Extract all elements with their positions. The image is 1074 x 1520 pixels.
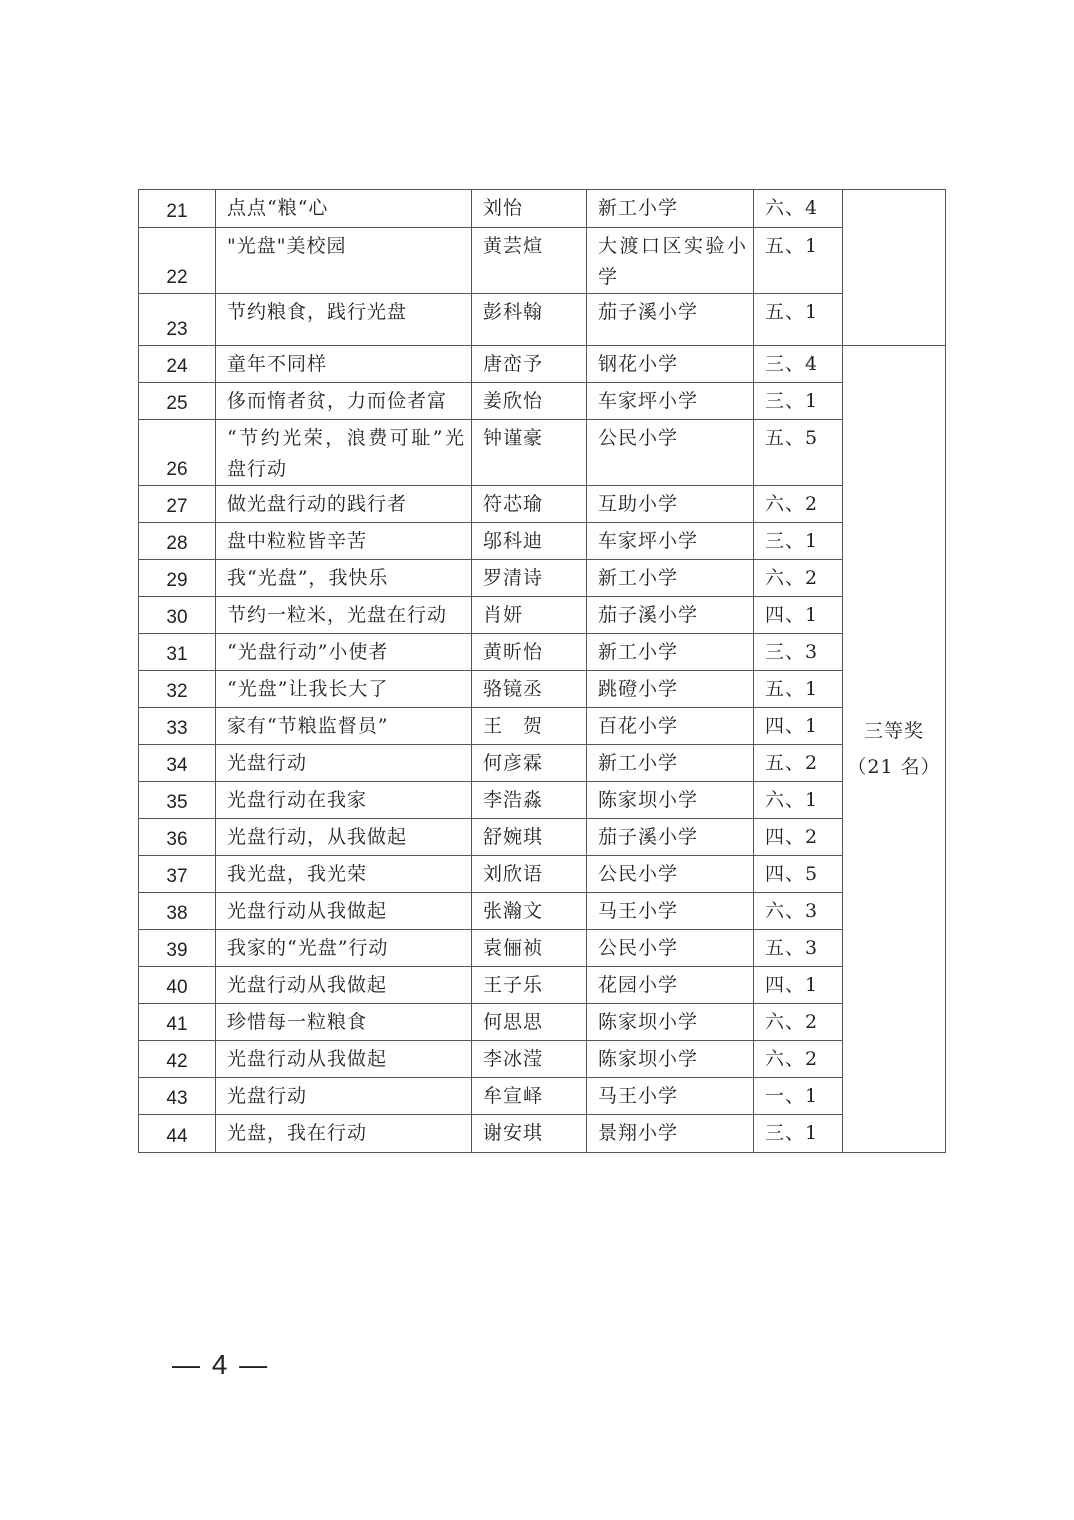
school-name: 公民小学 [587,856,754,893]
table-row [139,930,946,967]
school-name: 大渡口区实验小学 [587,228,754,294]
student-name: 罗清诗 [472,560,587,597]
row-number: 44 [139,1115,216,1153]
work-title: 光盘行动 [216,1078,472,1115]
work-title: 光盘行动在我家 [216,782,472,819]
row-number: 21 [139,190,216,228]
table-row [139,190,946,228]
class-grade: 六、3 [754,893,843,930]
work-title: 童年不同样 [216,346,472,383]
school-name: 百花小学 [587,708,754,745]
table-row [139,523,946,560]
table-row [139,856,946,893]
student-name: 张瀚文 [472,893,587,930]
student-name: 钟谨豪 [472,420,587,486]
row-number: 43 [139,1078,216,1115]
school-name: 互助小学 [587,486,754,523]
class-grade: 一、1 [754,1078,843,1115]
student-name: 李冰滢 [472,1041,587,1078]
work-title: 光盘，我在行动 [216,1115,472,1153]
school-name: 马王小学 [587,893,754,930]
student-name: 骆镜丞 [472,671,587,708]
school-name: 花园小学 [587,967,754,1004]
table-row [139,1004,946,1041]
table-row [139,819,946,856]
school-name: 跳磴小学 [587,671,754,708]
class-grade: 六、2 [754,1041,843,1078]
award-level: 三等奖 [863,720,924,742]
table-row [139,1041,946,1078]
class-grade: 四、5 [754,856,843,893]
class-grade: 三、4 [754,346,843,383]
table-row [139,967,946,1004]
class-grade: 三、3 [754,634,843,671]
row-number: 28 [139,523,216,560]
class-grade: 五、2 [754,745,843,782]
class-grade: 三、1 [754,383,843,420]
work-title: 侈而惰者贫，力而俭者富 [216,383,472,420]
table-row [139,893,946,930]
work-title: 光盘行动 [216,745,472,782]
row-number: 32 [139,671,216,708]
work-title: 盘中粒粒皆辛苦 [216,523,472,560]
table-row [139,383,946,420]
row-number: 40 [139,967,216,1004]
row-number: 27 [139,486,216,523]
student-name: 黄昕怡 [472,634,587,671]
row-number: 26 [139,420,216,486]
work-title: 做光盘行动的践行者 [216,486,472,523]
table-row [139,1078,946,1115]
school-name: 景翔小学 [587,1115,754,1153]
award-count: （21 名） [847,756,941,778]
school-name: 茄子溪小学 [587,597,754,634]
row-number: 33 [139,708,216,745]
class-grade: 四、1 [754,708,843,745]
school-name: 新工小学 [587,745,754,782]
school-name: 陈家坝小学 [587,1041,754,1078]
class-grade: 六、2 [754,1004,843,1041]
class-grade: 五、1 [754,228,843,294]
table-row [139,1115,946,1153]
school-name: 茄子溪小学 [587,819,754,856]
student-name: 邬科迪 [472,523,587,560]
work-title: 光盘行动从我做起 [216,1041,472,1078]
work-title: 节约粮食，践行光盘 [216,294,472,346]
student-name: 牟宣峄 [472,1078,587,1115]
row-number: 31 [139,634,216,671]
student-name: 王 贺 [472,708,587,745]
school-name: 车家坪小学 [587,523,754,560]
school-name: 茄子溪小学 [587,294,754,346]
table-body [139,190,946,1153]
student-name: 舒婉琪 [472,819,587,856]
student-name: 刘欣语 [472,856,587,893]
work-title: “节约光荣，浪费可耻”光盘行动 [216,420,472,486]
work-title: 我光盘，我光荣 [216,856,472,893]
table-row [139,634,946,671]
table-row [139,294,946,346]
row-number: 36 [139,819,216,856]
work-title: 光盘行动从我做起 [216,893,472,930]
row-number: 38 [139,893,216,930]
row-number: 42 [139,1041,216,1078]
work-title: “光盘”让我长大了 [216,671,472,708]
school-name: 新工小学 [587,190,754,228]
work-title: 节约一粒米，光盘在行动 [216,597,472,634]
class-grade: 六、1 [754,782,843,819]
work-title: 光盘行动从我做起 [216,967,472,1004]
work-title: 点点“粮“心 [216,190,472,228]
table-row [139,420,946,486]
row-number: 37 [139,856,216,893]
table-row [139,228,946,294]
table-row [139,560,946,597]
work-title: 家有“节粮监督员” [216,708,472,745]
school-name: 陈家坝小学 [587,1004,754,1041]
row-number: 30 [139,597,216,634]
row-number: 24 [139,346,216,383]
row-number: 41 [139,1004,216,1041]
work-title: 我“光盘”，我快乐 [216,560,472,597]
student-name: 谢安琪 [472,1115,587,1153]
work-title: 珍惜每一粒粮食 [216,1004,472,1041]
work-title: 我家的“光盘”行动 [216,930,472,967]
class-grade: 四、1 [754,597,843,634]
table-row [139,745,946,782]
student-name: 黄芸煊 [472,228,587,294]
row-number: 22 [139,228,216,294]
school-name: 新工小学 [587,560,754,597]
table-row [139,486,946,523]
school-name: 新工小学 [587,634,754,671]
class-grade: 六、2 [754,560,843,597]
student-name: 唐峦予 [472,346,587,383]
table-row [139,782,946,819]
class-grade: 五、1 [754,671,843,708]
table-row [139,671,946,708]
class-grade: 五、5 [754,420,843,486]
award-table [138,189,946,1153]
student-name: 姜欣怡 [472,383,587,420]
student-name: 符芯瑜 [472,486,587,523]
class-grade: 四、2 [754,819,843,856]
award-level-cell [843,346,946,1153]
school-name: 陈家坝小学 [587,782,754,819]
school-name: 公民小学 [587,420,754,486]
table-row [139,346,946,383]
class-grade: 四、1 [754,967,843,1004]
school-name: 钢花小学 [587,346,754,383]
page-number: — 4 — [172,1349,270,1380]
class-grade: 六、4 [754,190,843,228]
class-grade: 三、1 [754,523,843,560]
school-name: 公民小学 [587,930,754,967]
table-row [139,708,946,745]
student-name: 王子乐 [472,967,587,1004]
work-title: 光盘行动，从我做起 [216,819,472,856]
class-grade: 六、2 [754,486,843,523]
table-row [139,597,946,634]
row-number: 25 [139,383,216,420]
student-name: 何彦霖 [472,745,587,782]
school-name: 车家坪小学 [587,383,754,420]
class-grade: 五、1 [754,294,843,346]
row-number: 34 [139,745,216,782]
student-name: 李浩淼 [472,782,587,819]
student-name: 肖妍 [472,597,587,634]
row-number: 35 [139,782,216,819]
class-grade: 三、1 [754,1115,843,1153]
student-name: 袁俪祯 [472,930,587,967]
student-name: 刘怡 [472,190,587,228]
award-cell-empty [843,190,946,346]
row-number: 29 [139,560,216,597]
work-title: "光盘"美校园 [216,228,472,294]
work-title: “光盘行动”小使者 [216,634,472,671]
student-name: 何思思 [472,1004,587,1041]
class-grade: 五、3 [754,930,843,967]
school-name: 马王小学 [587,1078,754,1115]
student-name: 彭科翰 [472,294,587,346]
row-number: 39 [139,930,216,967]
row-number: 23 [139,294,216,346]
